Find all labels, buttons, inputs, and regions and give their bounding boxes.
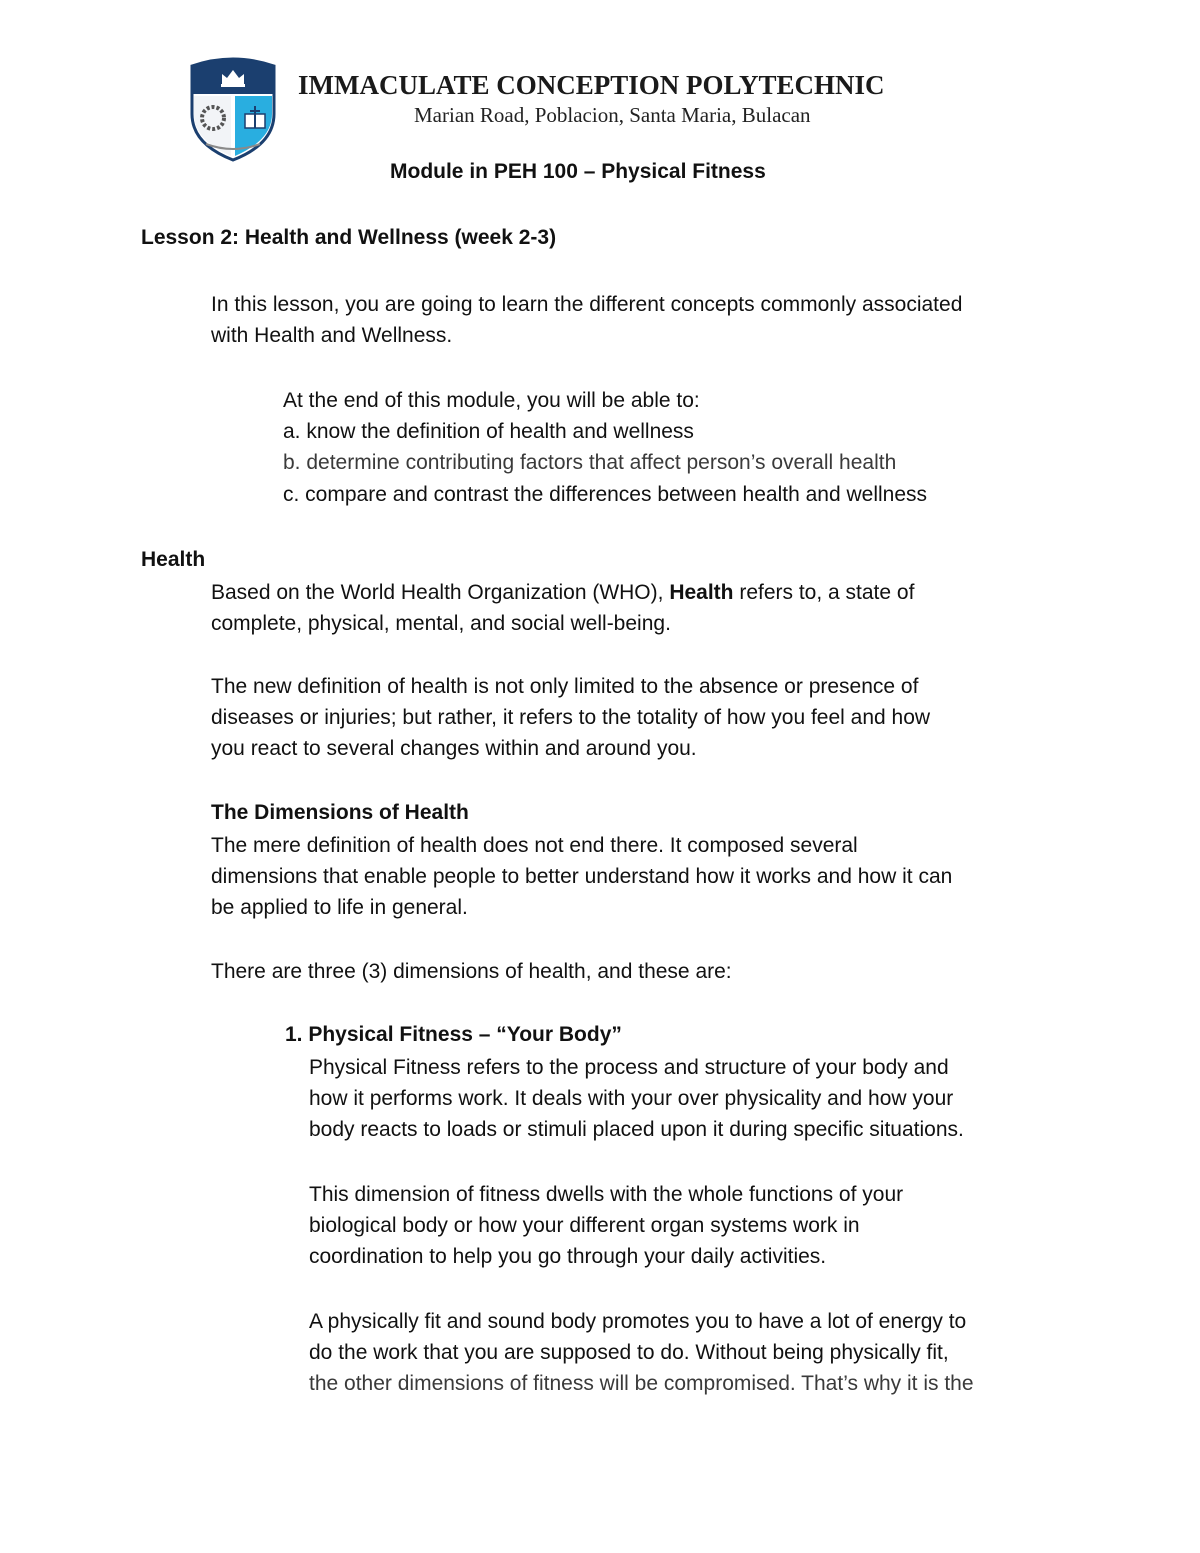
physical-para-line: the other dimensions of fitness will be compromised. That’s why it is the bbox=[309, 1372, 974, 1395]
dimensions-count-line: There are three (3) dimensions of health, and these are: bbox=[211, 960, 732, 983]
intro-line-1: In this lesson, you are going to learn the different concepts commonly associated bbox=[211, 293, 963, 316]
health-definition-line-1 bbox=[211, 577, 914, 608]
school-crest-icon bbox=[188, 56, 278, 162]
health-heading: Health bbox=[141, 548, 206, 571]
school-name: IMMACULATE CONCEPTION POLYTECHNIC bbox=[298, 70, 885, 100]
lesson-title: Lesson 2: Health and Wellness (week 2-3) bbox=[141, 226, 557, 249]
physical-para-line: This dimension of fitness dwells with the whole functions of your bbox=[309, 1183, 904, 1206]
physical-para-line: do the work that you are supposed to do. Without being physically fit, bbox=[309, 1341, 949, 1364]
new-definition-line: diseases or injuries; but rather, it refers to the totality of how you feel and how bbox=[211, 706, 931, 729]
objective-item: b. determine contributing factors that affect person’s overall health bbox=[283, 451, 897, 474]
new-definition-line: you react to several changes within and around you. bbox=[211, 737, 697, 760]
dimensions-para-line: be applied to life in general. bbox=[211, 896, 468, 919]
physical-para-line: A physically fit and sound body promotes you to have a lot of energy to bbox=[309, 1310, 967, 1333]
dimensions-heading: The Dimensions of Health bbox=[211, 801, 469, 824]
health-def-pre: Based on the World Health Organization (WHO), bbox=[211, 581, 670, 604]
objectives-lead: At the end of this module, you will be able to: bbox=[283, 389, 700, 412]
physical-para-line: Physical Fitness refers to the process and structure of your body and bbox=[309, 1056, 949, 1079]
physical-fitness-heading: 1. Physical Fitness – “Your Body” bbox=[285, 1023, 622, 1046]
dimensions-para-line: The mere definition of health does not end there. It composed several bbox=[211, 834, 858, 857]
physical-para-line: biological body or how your different organ systems work in bbox=[309, 1214, 860, 1237]
physical-para-line: coordination to help you go through your daily activities. bbox=[309, 1245, 827, 1268]
physical-para-line: how it performs work. It deals with your over physicality and how your bbox=[309, 1087, 954, 1110]
physical-para-line: body reacts to loads or stimuli placed upon it during specific situations. bbox=[309, 1118, 964, 1141]
school-address: Marian Road, Poblacion, Santa Maria, Bulacan bbox=[414, 103, 811, 127]
new-definition-line: The new definition of health is not only limited to the absence or presence of bbox=[211, 675, 919, 698]
objective-item: a. know the definition of health and wellness bbox=[283, 420, 694, 443]
module-title: Module in PEH 100 – Physical Fitness bbox=[390, 160, 766, 183]
dimensions-para-line: dimensions that enable people to better understand how it works and how it can bbox=[211, 865, 953, 888]
intro-line-2: with Health and Wellness. bbox=[211, 324, 453, 347]
objective-item: c. compare and contrast the differences between health and wellness bbox=[283, 483, 928, 506]
health-definition-line-2: complete, physical, mental, and social well-being. bbox=[211, 612, 671, 635]
health-def-post: refers to, a state of bbox=[733, 581, 915, 604]
health-def-bold: Health bbox=[669, 581, 734, 604]
